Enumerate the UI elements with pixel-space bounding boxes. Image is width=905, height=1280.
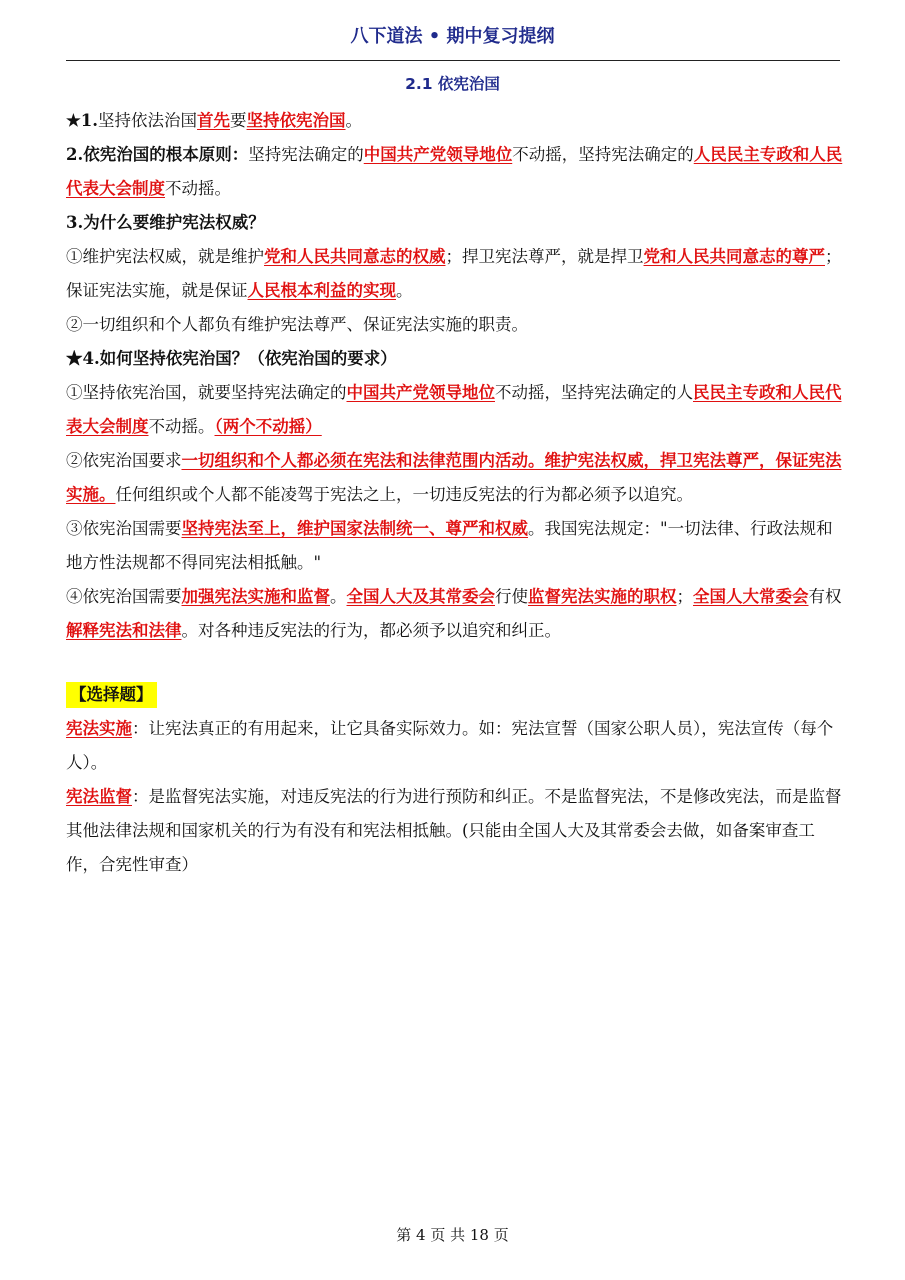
point-1 <box>66 104 844 138</box>
definition-supervision <box>66 780 844 882</box>
key-phrase: 人民民主专政和人民代表大会制度 <box>66 145 843 198</box>
text: 。 <box>330 587 347 606</box>
point-3-item-1 <box>66 240 844 308</box>
key-phrase: 民民主专政和人民代表大会制度 <box>66 383 842 436</box>
definition-implementation <box>66 712 844 780</box>
header-divider <box>66 60 840 61</box>
text: 。我国宪法规定："一切法律、行政法规和地方性法规都不得同宪法相抵触。" <box>66 519 833 572</box>
text: 有权 <box>808 587 842 606</box>
point-4-item-1 <box>66 376 844 444</box>
key-phrase: 首先 <box>197 111 231 130</box>
key-phrase: 人民根本利益的实现 <box>247 281 396 300</box>
text: ④依宪治国需要 <box>66 587 182 606</box>
point-4-item-2 <box>66 444 844 512</box>
point-4-item-4 <box>66 580 844 648</box>
text: ；捍卫宪法尊严，就是捍卫 <box>445 247 644 266</box>
spacer <box>66 648 844 678</box>
text: ①维护宪法权威，就是维护 <box>66 247 264 266</box>
point-2-heading: 2.依宪治国的根本原则： <box>66 145 249 164</box>
key-phrase: 坚持依宪治国 <box>246 111 346 130</box>
text: 坚持宪法确定的 <box>248 145 364 164</box>
document-body <box>66 104 844 882</box>
section-title: 2.1 依宪治国 <box>405 75 500 93</box>
key-phrase: 加强宪法实施和监督 <box>181 587 330 606</box>
definition-term: 宪法监督 <box>66 787 132 806</box>
key-phrase: 监督宪法实施的职权 <box>528 587 677 606</box>
key-phrase: 中国共产党领导地位 <box>346 383 495 402</box>
text: 任何组织或个人都不能凌驾于宪法之上，一切违反宪法的行为都必须予以追究。 <box>115 485 693 504</box>
text: 行使 <box>495 587 528 606</box>
point-4-heading: ★4.如何坚持依宪治国？（依宪治国的要求） <box>66 349 397 368</box>
text: 不动摇，坚持宪法确定的 <box>512 145 694 164</box>
key-phrase: 全国人大及其常委会 <box>346 587 495 606</box>
point-1-number: ★1. <box>66 111 99 130</box>
key-phrase: 一切组织和个人都必须在宪法和法律范围内活动。维护宪法权威，捍卫宪法尊严，保证宪法实施。 <box>66 451 842 504</box>
key-phrase: 中国共产党领导地位 <box>363 145 513 164</box>
definition-text: ：是监督宪法实施，对违反宪法的行为进行预防和纠正。不是监督宪法，不是修改宪法，而是监督其他法律法规和国家机关的行为有没有和宪法相抵触。(只能由全国人大及其常委会去做，如备案审查工作，合宪性审查） <box>66 787 842 874</box>
text: 不动摇。 <box>148 417 215 436</box>
text: ；保证宪法实施，就是保证 <box>66 247 842 300</box>
text: ①坚持依宪治国，就要坚持宪法确定的 <box>66 383 347 402</box>
text: 要 <box>230 111 247 130</box>
page-number: 第 4 页 共 18 页 <box>396 1226 509 1244</box>
point-4-item-3 <box>66 512 844 580</box>
key-phrase: 党和人民共同意志的尊严 <box>643 247 825 266</box>
page-header-title: 八下道法 • 期中复习提纲 <box>350 26 555 47</box>
text: 不动摇。 <box>165 179 231 198</box>
text: ③依宪治国需要 <box>66 519 182 538</box>
text: 。 <box>345 111 363 130</box>
text: 不动摇，坚持宪法确定的人 <box>495 383 693 402</box>
choice-section-tag-row <box>66 678 844 712</box>
key-phrase: （两个不动摇） <box>214 417 322 436</box>
text: 坚持依法治国 <box>98 111 198 130</box>
text: ； <box>676 587 693 606</box>
choice-section-tag: 【选择题】 <box>66 682 157 708</box>
text: 。 <box>396 281 413 300</box>
point-3-item-2: ②一切组织和个人都负有维护宪法尊严、保证宪法实施的职责。 <box>66 315 528 334</box>
key-phrase: 坚持宪法至上，维护国家法制统一、尊严和权威 <box>181 519 528 538</box>
key-phrase: 全国人大常委会 <box>693 587 809 606</box>
definition-text: ：让宪法真正的有用起来，让它具备实际效力。如：宪法宣誓（国家公职人员），宪法宣传（每个人）。 <box>66 719 834 772</box>
key-phrase: 解释宪法和法律 <box>66 621 182 640</box>
point-2 <box>66 138 844 206</box>
text: 。对各种违反宪法的行为，都必须予以追究和纠正。 <box>181 621 561 640</box>
key-phrase: 党和人民共同意志的权威 <box>264 247 446 266</box>
text: ②依宪治国要求 <box>66 451 182 470</box>
definition-term: 宪法实施 <box>66 719 132 738</box>
point-3-heading: 3.为什么要维护宪法权威？ <box>66 213 265 232</box>
